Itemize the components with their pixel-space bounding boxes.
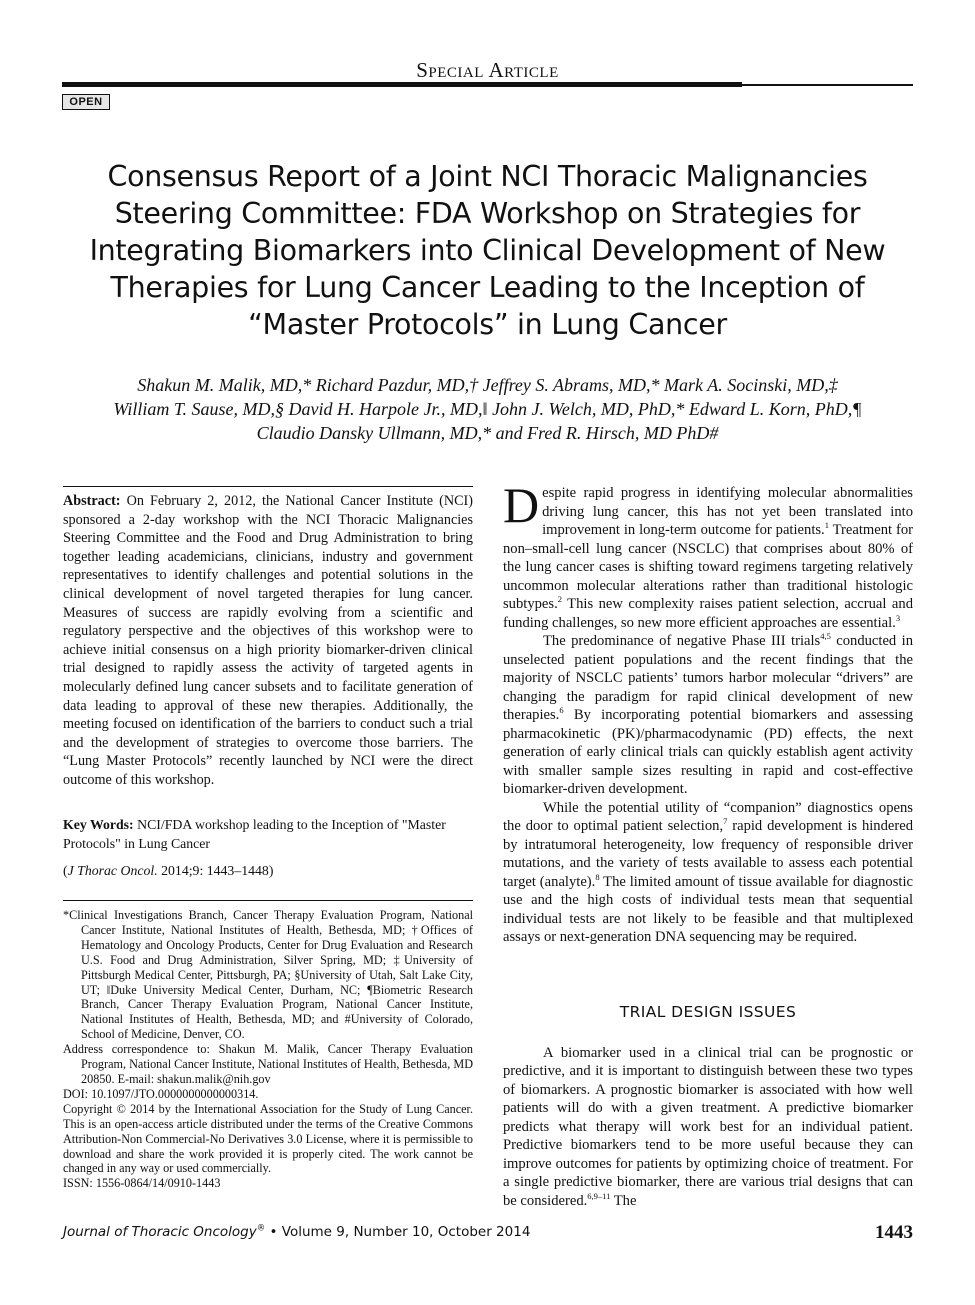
- reference-marker: 1: [824, 520, 829, 531]
- reference-marker: 7: [723, 816, 728, 827]
- citation-details: 2014;9: 1443–1448): [161, 863, 274, 878]
- reference-marker: 6,9–11: [587, 1190, 611, 1201]
- body-column-bottom: [503, 1029, 913, 1225]
- footer-issue: • Volume 9, Number 10, October 2014: [265, 1224, 531, 1240]
- footnote-copyright: Copyright © 2014 by the International Association for the Study of Lung Cancer. This is an open-access article distributed under the terms of the Creative Commons Attribution-Non Commercial-No Derivatives 3.0 License, where it is permissible to download and share the work provided it is properly cited. The work cannot be changed in any way or used commercially.: [63, 1101, 473, 1176]
- body-p4-text-b: The: [610, 1192, 637, 1209]
- body-p2-text-c: By incorporating potential biomarkers and assessing pharmacokinetic (PK)/pharmacodynamic (PD) effects, the next generation of early clinical trials can quickly establish agent activity with smaller sample sizes resulting in rapid and cost-effective biomarker-driven development.: [503, 707, 913, 797]
- author-list: [62, 373, 913, 445]
- abstract: [63, 492, 473, 790]
- footnote-issn: ISSN: 1556-0864/14/0910-1443: [63, 1176, 221, 1191]
- body-p2-text-b: conducted in unselected patient populations and the recent findings that the majority of NSCLC patients’ tumors harbor molecular “drivers” are changing the paradigm for rapid clinical development of new therapies.: [503, 633, 913, 723]
- reference-marker: 3: [895, 612, 901, 623]
- article-title: Consensus Report of a Joint NCI Thoracic Malignancies Steering Committee: FDA Workshop on Strategies for Integrating Biomarkers into Clinical Development of New Therapies for Lung Cancer Leading to the Inception of “Master Protocols” in Lung Cancer: [89, 160, 886, 341]
- section-label: Special Article: [416, 58, 559, 82]
- body-column-top: [503, 477, 913, 947]
- body-paragraph-1: [503, 477, 913, 632]
- abstract-text: On February 2, 2012, the National Cancer Institute (NCI) sponsored a 2-day workshop with the NCI Thoracic Malignancies Steering Committee and the Food and Drug Administration to bring together leading academicians, clinicians, industry and government representatives to identify challenges and potential solutions in the clinical development of novel targeted therapies for lung cancer. Measures of success are rapidly evolving from a scientific and regulatory perspective and the objectives of this workshop were to achieve initial consensus on a high priority biomarker-driven clinical trial designed to rapidly assess the activity of targeted agents in molecularly defined lung cancer subsets and to facilitate generation of data leading to approval of these new therapies. Additionally, the meeting focused on identification of the barriers to conduct such a trial and the development of strategies to overcome those barriers. The “Lung Master Protocols” recently launched by NCI were the direct outcome of this workshop.: [63, 493, 474, 788]
- body-p2-text-a: The predominance of negative Phase III trials: [543, 633, 821, 649]
- body-p3-text-a: While the potential utility of “companion” diagnostics opens the door to optimal patient selection,: [503, 799, 913, 834]
- journal-footer: [63, 1224, 530, 1240]
- author-line-1: Shakun M. Malik, MD,* Richard Pazdur, MD,† Jeffrey S. Abrams, MD,* Mark A. Socinski, MD,‡: [137, 375, 838, 395]
- footnote-correspondence: Address correspondence to: Shakun M. Malik, Cancer Therapy Evaluation Program, National Cancer Institute, National Institutes of Health, Bethesda, MD 20850. E-mail: shakun.malik@nih.gov: [63, 1042, 473, 1086]
- citation-open-paren: (: [63, 863, 68, 878]
- abstract-label: Abstract:: [63, 493, 121, 509]
- page-number: 1443: [875, 1222, 913, 1243]
- reference-marker: 4,5: [820, 631, 831, 642]
- footnote-rule: [63, 900, 473, 901]
- body-paragraph-2: [503, 632, 913, 799]
- body-p1-text-a: espite rapid progress in identifying molecular abnormalities driving lung cancer, this has not yet been translated into improvement in long-term outcome for patients.: [542, 485, 913, 538]
- abstract-rule: [63, 486, 473, 487]
- body-paragraph-3: [503, 799, 913, 947]
- open-access-badge: OPEN: [62, 94, 110, 110]
- header-rule-thick: [62, 82, 742, 87]
- author-line-2: William T. Sause, MD,§ David H. Harpole Jr., MD,‖ John J. Welch, MD, PhD,* Edward L. Korn, PhD,¶: [113, 399, 862, 419]
- footnotes: [63, 908, 473, 1191]
- reference-marker: 6: [559, 705, 564, 716]
- body-p3-text-c: The limited amount of tissue available for diagnostic use and the high costs of individual tests mean that sequential individual tests are not likely to be feasible and that multiplexed assays or next-generation DNA sequencing may be required.: [503, 873, 913, 945]
- body-p4-text-a: A biomarker used in a clinical trial can be prognostic or predictive, and it is important to distinguish between these two types of biomarkers. A prognostic biomarker is associated with how well patients will do with a given treatment. A predictive biomarker predicts what therapy will work best for an individual patient. Predictive biomarkers tend to be more useful because they can improve outcomes for patients by optimizing choice of treatment. For a single predictive biomarker, there are various trial designs that can be considered.: [503, 1044, 913, 1209]
- keywords-text: NCI/FDA workshop leading to the Inception of "Master Protocols" in Lung Cancer: [63, 817, 446, 851]
- body-paragraph-4: [503, 1044, 913, 1211]
- citation: [63, 862, 473, 880]
- author-line-3: Claudio Dansky Ullmann, MD,* and Fred R. Hirsch, MD PhD#: [256, 423, 719, 443]
- reference-marker: 8: [595, 871, 600, 882]
- body-p1-text-b: Treatment for non–small-cell lung cancer (NSCLC) that comprises about 80% of the lung cancer cases is shifting toward regimens targeting relatively uncommon molecular alterations rather than traditional histologic subtypes.: [503, 522, 913, 612]
- keywords-label: Key Words:: [63, 817, 134, 832]
- section-heading: TRIAL DESIGN ISSUES: [619, 1003, 797, 1021]
- citation-journal: J Thorac Oncol.: [67, 863, 158, 878]
- footer-registered-mark: ®: [256, 1223, 266, 1234]
- keywords: [63, 816, 473, 853]
- footnote-doi: DOI: 10.1097/JTO.0000000000000314.: [63, 1086, 259, 1101]
- body-p1-text-c: This new complexity raises patient selection, accrual and funding challenges, so new more efficient approaches are essential.: [503, 596, 913, 631]
- drop-cap: D: [503, 477, 540, 533]
- footnote-affiliations: *Clinical Investigations Branch, Cancer Therapy Evaluation Program, National Cancer Institute, National Institutes of Health, Bethesda, MD; †Offices of Hematology and Oncology Products, Center for Drug Evaluation and Research U.S. Food and Drug Administration, Silver Spring, MD; ‡University of Pittsburgh Medical Center, Pittsburgh, PA; §University of Utah, Salt Lake City, UT; ‖Duke University Medical Center, Durham, NC; ¶Biometric Research Branch, Cancer Therapy Evaluation Program, National Cancer Institute, National Institutes of Health, Bethesda, MD; and #University of Colorado, School of Medicine, Denver, CO.: [63, 908, 473, 1042]
- reference-marker: 2: [557, 594, 562, 605]
- footer-journal-name: Journal of Thoracic Oncology: [63, 1224, 257, 1240]
- body-p3-text-b: rapid development is hindered by intratumoral heterogeneity, low frequency of responsible driver mutations, and the variety of tests available to assess each potential target (analyte).: [503, 818, 913, 890]
